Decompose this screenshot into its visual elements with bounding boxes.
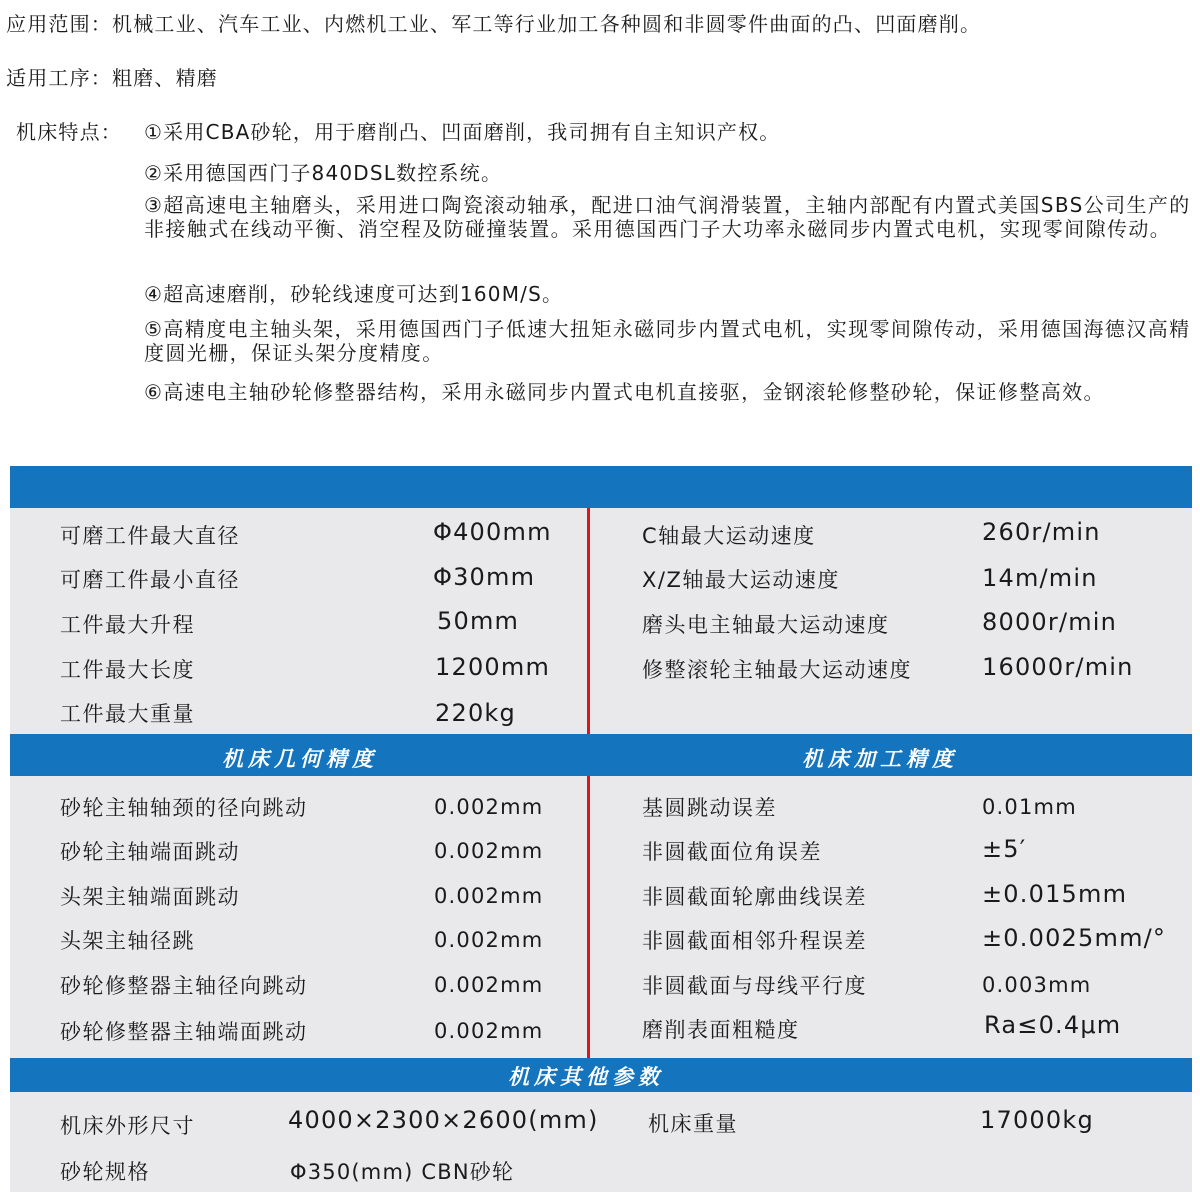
spec-value: 14m/min: [982, 564, 1098, 592]
geometry-value: 0.002mm: [434, 973, 544, 997]
applicable-process: 适用工序：粗磨、精磨: [6, 66, 218, 90]
machining-value: Ra≤0.4μm: [984, 1011, 1122, 1039]
spec-value: 50mm: [437, 607, 520, 635]
spec-label: 可磨工件最大直径: [60, 524, 240, 548]
geometry-precision-title: 机床几何精度: [222, 746, 378, 771]
machining-value: 0.01mm: [982, 795, 1077, 819]
geometry-value: 0.002mm: [434, 1019, 544, 1043]
geometry-value: 0.002mm: [434, 928, 544, 952]
weight-value: 17000kg: [980, 1106, 1094, 1134]
machining-value: 0.003mm: [982, 973, 1092, 997]
geometry-value: 0.002mm: [434, 795, 544, 819]
spec-label: 可磨工件最小直径: [60, 568, 240, 592]
other-parameters-title: 机床其他参数: [508, 1064, 664, 1089]
machining-label: 基圆跳动误差: [642, 796, 777, 820]
machining-label: 非圆截面轮廓曲线误差: [642, 885, 867, 909]
spec-value: Φ30mm: [433, 563, 536, 591]
divider-precision: [587, 776, 590, 1058]
wheel-spec-label: 砂轮规格: [60, 1160, 150, 1184]
table-header-band: [10, 466, 1192, 508]
machining-precision-title: 机床加工精度: [802, 746, 958, 771]
spec-label: 工件最大长度: [60, 658, 195, 682]
spec-label: 修整滚轮主轴最大运动速度: [642, 658, 912, 682]
geometry-label: 砂轮修整器主轴端面跳动: [60, 1020, 308, 1044]
spec-label: C轴最大运动速度: [642, 524, 816, 548]
feature-3: ③超高速电主轴磨头，采用进口陶瓷滚动轴承，配进口油气润滑装置，主轴内部配有内置式美国SBS公司生产的非接触式在线动平衡、消空程及防碰撞装置。采用德国西门子大功率永磁同步内置式电机，实现零间隙传动。: [144, 193, 1191, 241]
spec-value: 8000r/min: [982, 608, 1118, 636]
weight-label: 机床重量: [648, 1112, 738, 1136]
spec-label: X/Z轴最大运动速度: [642, 568, 840, 592]
divider-specs: [587, 508, 590, 734]
geometry-value: 0.002mm: [434, 839, 544, 863]
machining-label: 非圆截面位角误差: [642, 840, 822, 864]
geometry-value: 0.002mm: [434, 884, 544, 908]
spec-value: 1200mm: [435, 653, 551, 681]
geometry-label: 砂轮主轴端面跳动: [60, 840, 240, 864]
spec-label: 磨头电主轴最大运动速度: [642, 613, 890, 637]
feature-1: ①采用CBA砂轮，用于磨削凸、凹面磨削，我司拥有自主知识产权。: [144, 120, 781, 144]
feature-2: ②采用德国西门子840DSL数控系统。: [144, 161, 503, 185]
machining-label: 非圆截面与母线平行度: [642, 974, 867, 998]
geometry-label: 砂轮主轴轴颈的径向跳动: [60, 796, 308, 820]
spec-label: 工件最大重量: [60, 702, 195, 726]
machining-label: 磨削表面粗糙度: [642, 1018, 800, 1042]
machining-label: 非圆截面相邻升程误差: [642, 929, 867, 953]
spec-label: 工件最大升程: [60, 613, 195, 637]
geometry-label: 头架主轴端面跳动: [60, 885, 240, 909]
geometry-label: 砂轮修整器主轴径向跳动: [60, 974, 308, 998]
features-label: 机床特点：: [16, 120, 122, 144]
dimensions-label: 机床外形尺寸: [60, 1114, 195, 1138]
application-scope: 应用范围：机械工业、汽车工业、内燃机工业、军工等行业加工各种圆和非圆零件曲面的凸、凹面磨削。: [6, 12, 982, 36]
machining-value: ±0.015mm: [982, 880, 1128, 908]
spec-value: 16000r/min: [982, 653, 1134, 681]
precision-header-band: [10, 734, 1192, 776]
spec-value: Φ400mm: [433, 518, 552, 546]
dimensions-value: 4000×2300×2600(mm): [288, 1106, 599, 1134]
spec-value: 260r/min: [982, 518, 1101, 546]
wheel-spec-value: Φ350(mm) CBN砂轮: [290, 1160, 515, 1184]
feature-4: ④超高速磨削，砂轮线速度可达到160M/S。: [144, 282, 564, 306]
machining-value: ±5′: [982, 835, 1027, 863]
machining-value: ±0.0025mm/°: [982, 924, 1167, 952]
geometry-label: 头架主轴径跳: [60, 929, 195, 953]
feature-6: ⑥高速电主轴砂轮修整器结构，采用永磁同步内置式电机直接驱，金钢滚轮修整砂轮，保证修整高效。: [144, 380, 1105, 404]
feature-5: ⑤高精度电主轴头架，采用德国西门子低速大扭矩永磁同步内置式电机，实现零间隙传动，采用德国海德汉高精度圆光栅，保证头架分度精度。: [144, 317, 1191, 365]
spec-value: 220kg: [435, 699, 516, 727]
